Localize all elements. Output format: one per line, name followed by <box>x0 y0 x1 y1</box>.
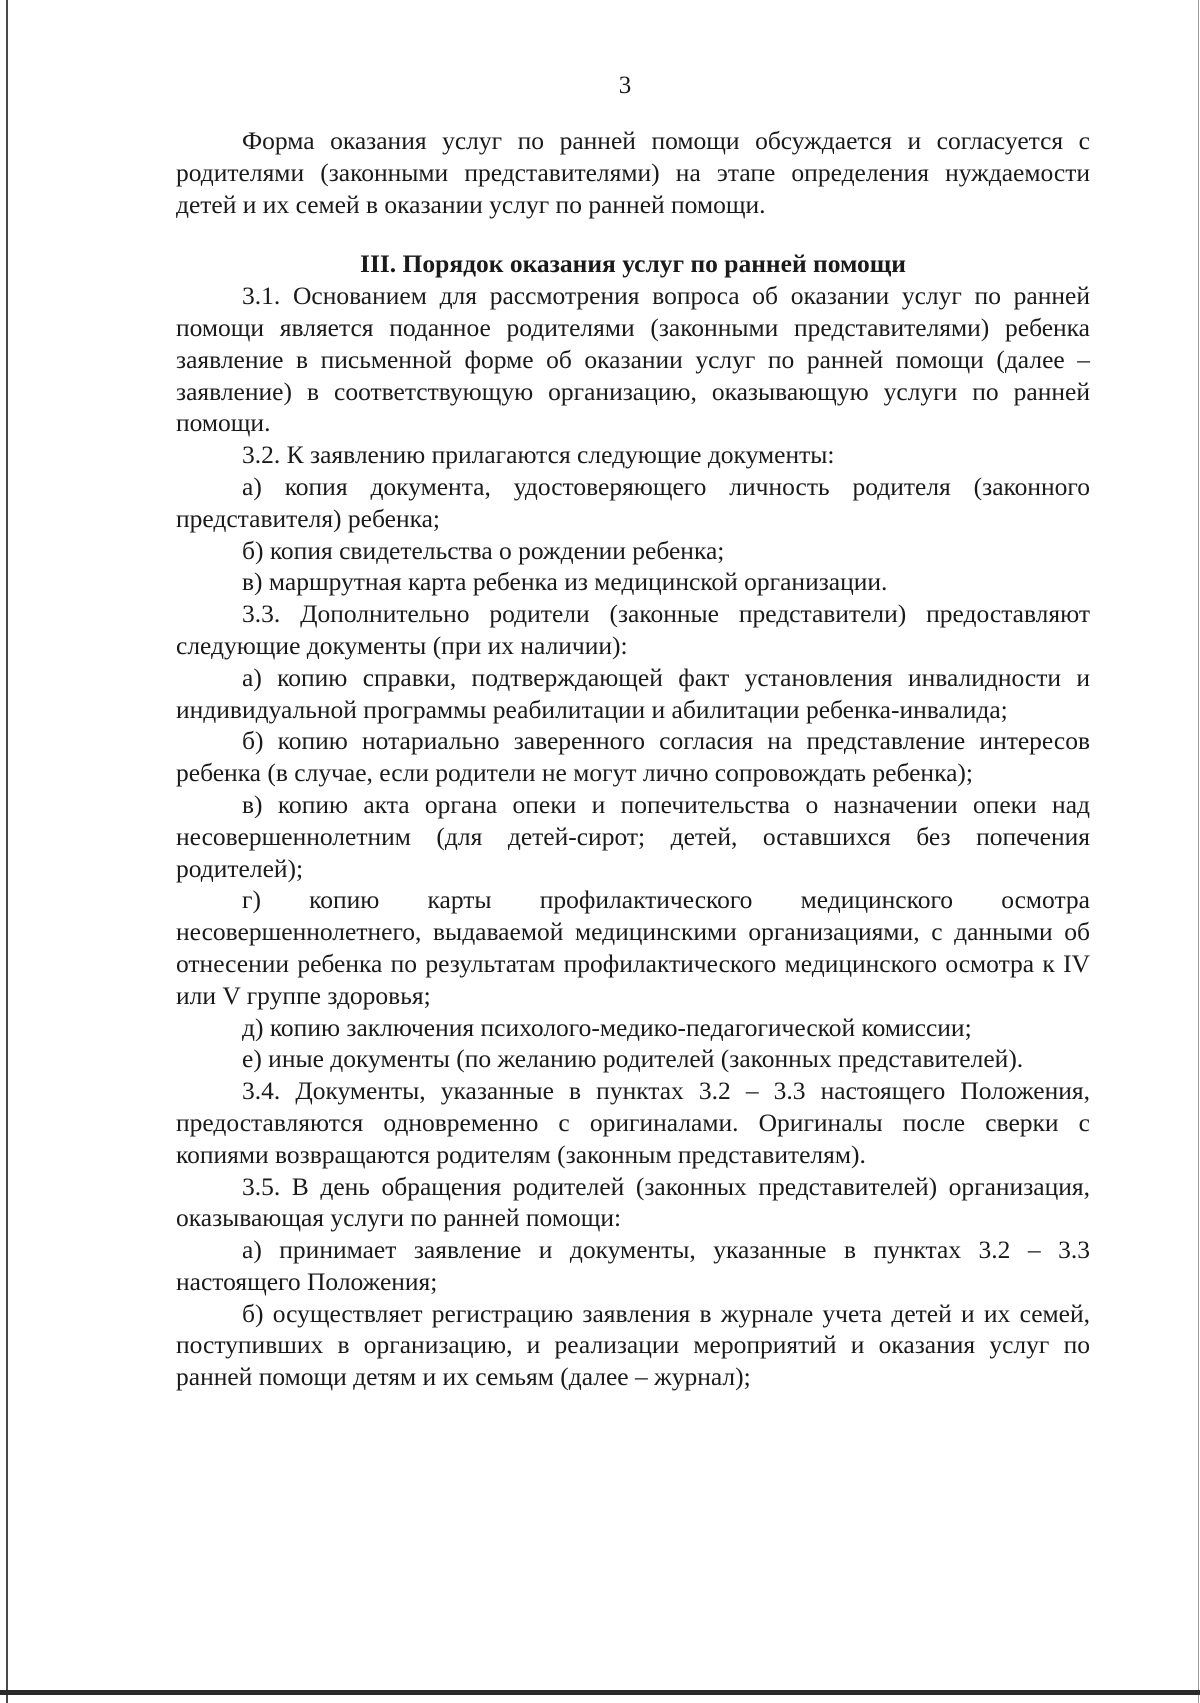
paragraph-3-1: 3.1. Основанием для рассмотрения вопроса об оказании услуг по ранней помощи является поданное родителями (законными представителями) ребенка заявление в письменной форме об оказании услуг по ранней помощи (далее – заявление) в соответствующую организацию, оказывающую услуги по ранней помощи. <box>176 281 1090 438</box>
list-item-3-3-d: д) копию заключения психолого-медико-педагогической комиссии; <box>242 1012 972 1042</box>
section-heading: III. Порядок оказания услуг по ранней помощи <box>360 249 906 279</box>
paragraph-3-2: 3.2. К заявлению прилагаются следующие документы: <box>242 440 835 470</box>
list-item-3-5-a: а) принимает заявление и документы, указанные в пунктах 3.2 – 3.3 настоящего Положения; <box>176 1235 1090 1296</box>
list-item-3-3-e: е) иные документы (по желанию родителей (законных представителей). <box>242 1044 1024 1074</box>
document-body <box>176 125 1090 1393</box>
scan-border-bottom <box>0 1690 1200 1695</box>
scan-border-right <box>1198 0 1199 1703</box>
list-item-3-5-b: б) осуществляет регистрацию заявления в журнале учета детей и их семей, поступивших в организацию, и реализации мероприятий и оказания услуг по ранней помощи детям и их семьям (далее – журнал); <box>176 1298 1090 1392</box>
list-item-3-3-g: г) копию карты профилактического медицинского осмотра несовершеннолетнего, выдаваемой медицинскими организациями, с данными об отнесении ребенка по результатам профилактического медицинского осмотра к IV или V группе здоровья; <box>176 885 1090 1010</box>
list-item-3-3-b: б) копию нотариально заверенного согласия на представление интересов ребенка (в случае, если родители не могут лично сопровождать ребенка); <box>176 726 1090 788</box>
page-number: 3 <box>618 72 632 99</box>
paragraph-3-3: 3.3. Дополнительно родители (законные представители) предоставляют следующие документы (при их наличии): <box>176 599 1090 660</box>
list-item-3-2-v: в) маршрутная карта ребенка из медицинской организации. <box>242 567 888 597</box>
paragraph-3-4: 3.4. Документы, указанные в пунктах 3.2 – 3.3 настоящего Положения, предоставляются одновременно с оригиналами. Оригиналы после сверки с копиями возвращаются родителям (законным представителям). <box>176 1076 1090 1169</box>
paragraph-3-5: 3.5. В день обращения родителей (законных представителей) организация, оказывающая услуги по ранней помощи: <box>176 1171 1090 1233</box>
list-item-3-3-a: а) копию справки, подтверждающей факт установления инвалидности и индивидуальной программы реабилитации и абилитации ребенка-инвалида; <box>176 662 1090 724</box>
scan-border-left <box>6 0 8 1703</box>
list-item-3-2-a: а) копия документа, удостоверяющего личность родителя (законного представителя) ребенка; <box>176 471 1090 533</box>
list-item-3-3-v: в) копию акта органа опеки и попечительства о назначении опеки над несовершеннолетним (для детей-сирот; детей, оставшихся без попечения родителей); <box>176 789 1090 883</box>
intro-paragraph: Форма оказания услуг по ранней помощи обсуждается и согласуется с родителями (законными представителями) на этапе определения нуждаемости детей и их семей в оказании услуг по ранней помощи. <box>176 126 1090 219</box>
list-item-3-2-b: б) копия свидетельства о рождении ребенка; <box>242 535 725 565</box>
